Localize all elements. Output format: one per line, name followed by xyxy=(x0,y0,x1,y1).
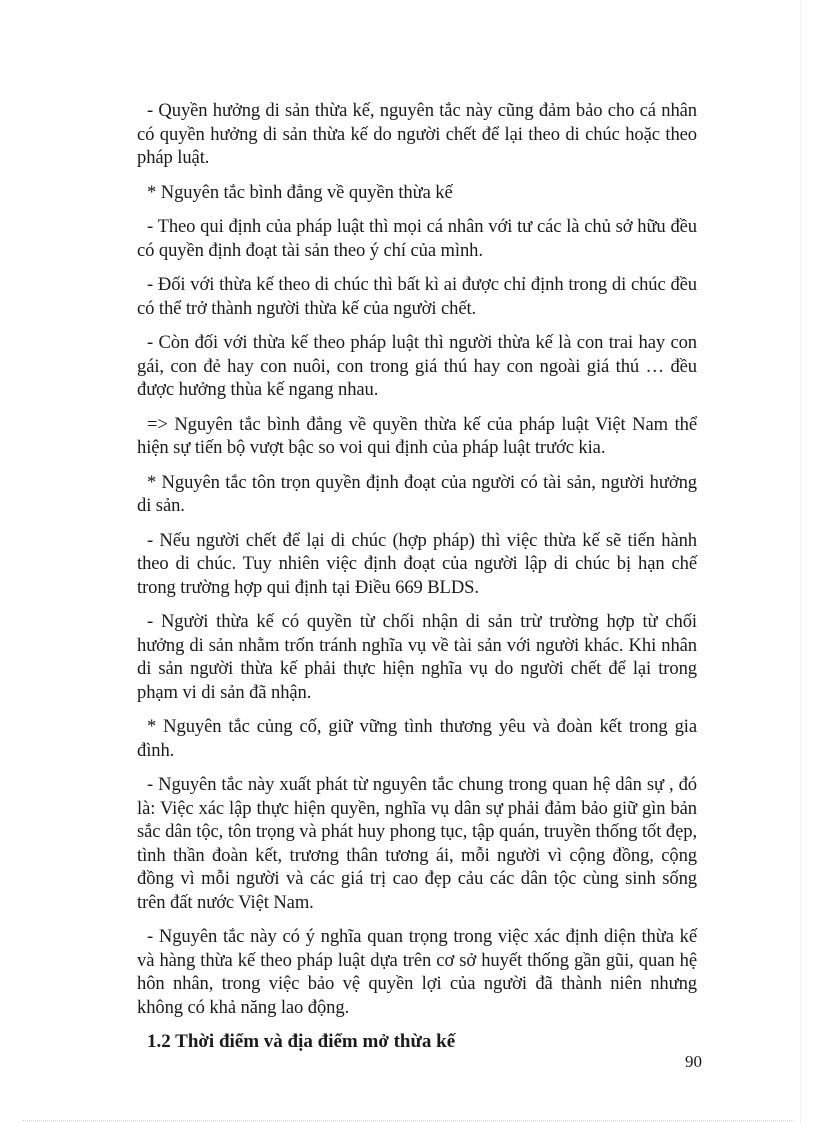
page-number: 90 xyxy=(685,1052,702,1071)
footer-dotted-rule xyxy=(22,1120,794,1121)
paragraph-refusal-right: - Người thừa kế có quyền từ chối nhận di sản trừ trường hợp từ chối hưởng di sản nhằm trốn tránh nghĩa vụ về tài sản với người khác. Khi nhân di sản người thừa kế phải thực hiện nghĩa vụ do người chết để lại trong phạm vi di sản đã nhận. xyxy=(137,611,697,703)
paragraph-will-inheritance: - Đối với thừa kế theo di chúc thì bất kì ai được chỉ định trong di chúc đều có thể trở thành người thừa kế của người chết. xyxy=(137,274,697,319)
paragraph-legal-inheritance: - Còn đối với thừa kế theo pháp luật thì người thừa kế là con trai hay con gái, con đẻ hay con nuôi, con trong giá thú hay con ngoài giá thú … đều được hưởng thùa kế ngang nhau. xyxy=(137,332,697,400)
paragraph-owner-disposal: - Theo qui định của pháp luật thì mọi cá nhân với tư các là chủ sở hữu đều có quyền định đoạt tài sản theo ý chí của mình. xyxy=(137,216,697,261)
paragraph-inheritance-right: - Quyền hưởng di sản thừa kế, nguyên tắc này cũng đảm bảo cho cá nhân có quyền hưởng di sản thừa kế do người chết để lại theo di chúc hoặc theo pháp luật. xyxy=(137,100,697,168)
right-dotted-rule xyxy=(800,0,801,1123)
paragraph-civil-principle: - Nguyên tắc này xuất phát từ nguyên tắc chung trong quan hệ dân sự , đó là: Việc xác lập thực hiện quyền, nghĩa vụ dân sự phải đảm bảo giữ gìn bản sắc dân tộc, tôn trọng và phát huy phong tục, tập quán, truyền thống tốt đẹp, tình thần đoàn kết, trương thân tương ái, mỗi người vì cộng đồng, cộng đồng vì mỗi người và các giá trị cao đẹp cảu các dân tộc cùng sinh sống trên đất nước Việt Nam. xyxy=(137,774,697,913)
text-body xyxy=(137,99,697,1054)
paragraph-lawful-will: - Nếu người chết để lại di chúc (hợp pháp) thì việc thừa kế sẽ tiến hành theo di chúc. Tuy nhiên việc định đoạt của người lập di chúc bị hạn chế trong trường hợp qui định tại Điều 669 BLDS. xyxy=(137,529,697,598)
paragraph-family-unity-title: * Nguyên tắc củng cố, giữ vững tình thương yêu và đoàn kết trong gia đình. xyxy=(137,716,697,761)
paragraph-equality-conclusion: => Nguyên tắc bình đẳng về quyền thừa kế của pháp luật Việt Nam thể hiện sự tiến bộ vượt bậc so voi qui định của pháp luật trước kia. xyxy=(137,413,697,458)
section-heading: 1.2 Thời điểm và địa điểm mở thừa kế xyxy=(147,1031,456,1052)
paragraph-significance: - Nguyên tắc này có ý nghĩa quan trọng trong việc xác định diện thừa kế và hàng thừa kế theo pháp luật dựa trên cơ sở huyết thống gần gũi, quan hệ hôn nhân, trong việc bảo vệ quyền lợi của người đã thành niên nhưng không có khả năng lao động. xyxy=(137,926,697,1018)
paragraph-respect-principle-title: * Nguyên tắc tôn trọn quyền định đoạt của người có tài sản, người hưởng di sản. xyxy=(137,471,697,516)
paragraph-equality-principle-title: * Nguyên tắc bình đẳng về quyền thừa kế xyxy=(147,181,453,203)
